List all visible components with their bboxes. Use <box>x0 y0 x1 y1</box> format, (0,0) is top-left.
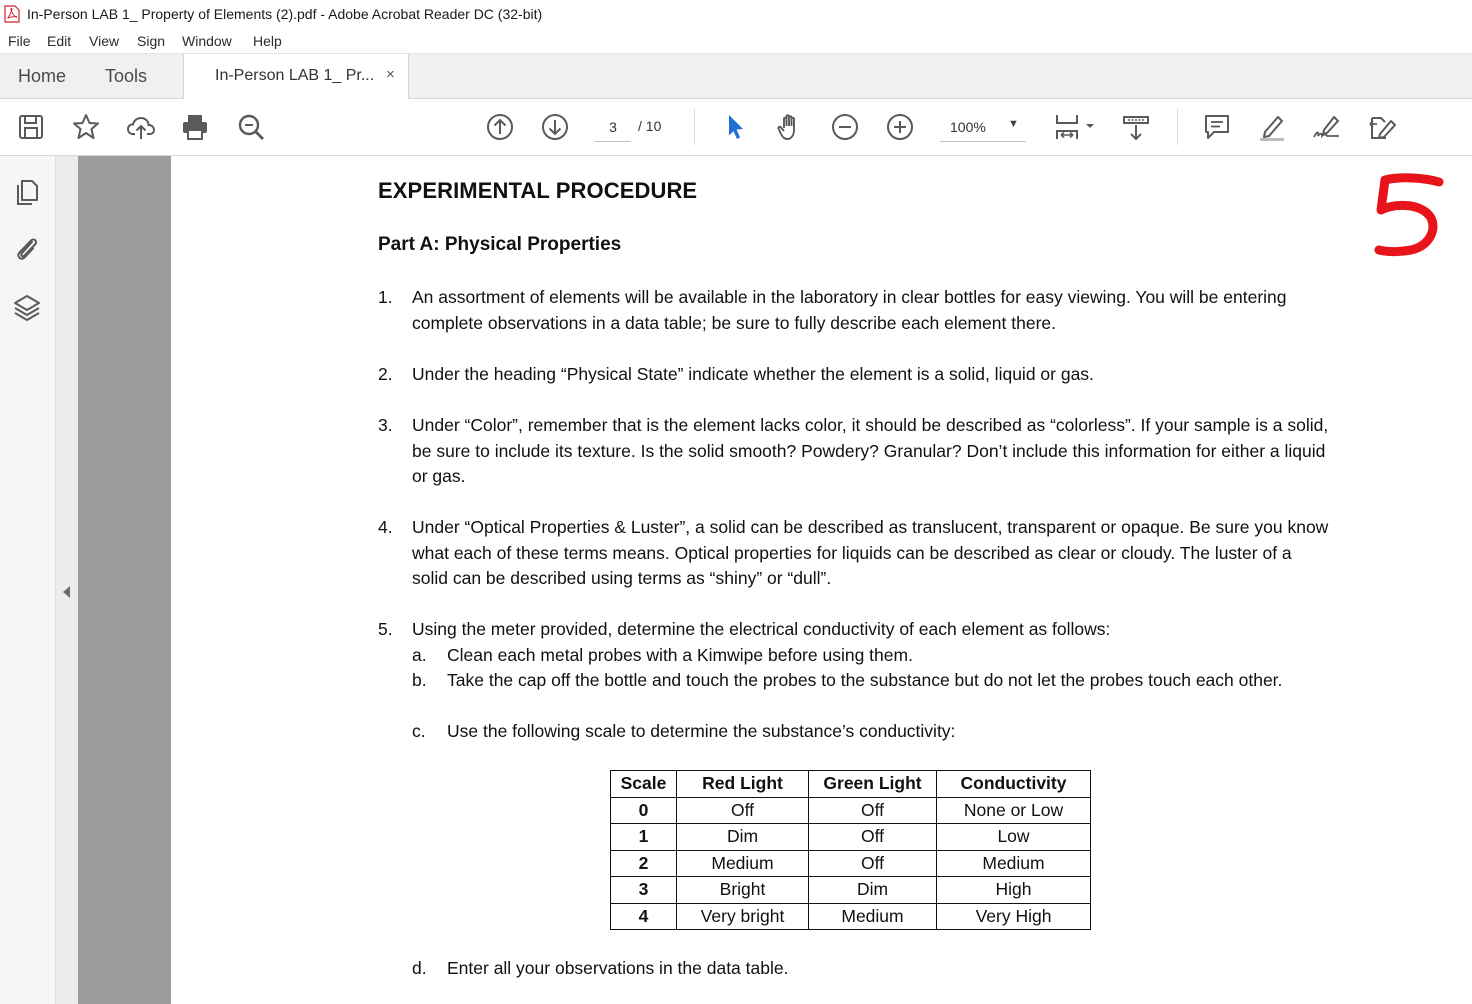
table-row <box>611 850 1091 877</box>
cursor-icon <box>720 112 750 142</box>
edit-document-icon <box>1367 112 1397 142</box>
attachments-button[interactable] <box>11 232 43 264</box>
table-cell: 0 <box>611 797 677 824</box>
pages-icon <box>11 176 43 208</box>
table-cell: 1 <box>611 824 677 851</box>
table-cell: 2 <box>611 850 677 877</box>
table-header: Red Light <box>677 771 809 798</box>
menu-file[interactable]: File <box>8 33 31 49</box>
table-cell: Medium <box>677 850 809 877</box>
zoom-out-button[interactable] <box>829 111 861 143</box>
step-text: An assortment of elements will be available in the laboratory in clear bottles for easy viewing. You will be entering complete observations in a data table; be sure to fully describe each element there. <box>412 287 1287 333</box>
table-cell: Off <box>677 797 809 824</box>
step-number: 3. <box>378 415 393 435</box>
upload-button[interactable] <box>125 111 157 143</box>
hand-icon <box>775 112 805 142</box>
comment-icon <box>1202 112 1232 142</box>
printer-icon <box>180 112 210 142</box>
menu-sign[interactable]: Sign <box>137 33 166 49</box>
step-number: 2. <box>378 364 393 384</box>
zoom-select[interactable] <box>940 112 1026 142</box>
step-number: 4. <box>378 517 393 537</box>
close-tab-button[interactable]: × <box>386 66 395 83</box>
table-row <box>611 797 1091 824</box>
table-row <box>611 903 1091 930</box>
fit-page-icon <box>1053 112 1097 142</box>
scroll-mode-button[interactable] <box>1120 111 1152 143</box>
highlight-button[interactable] <box>1256 111 1288 143</box>
table-row <box>611 824 1091 851</box>
tab-home[interactable]: Home <box>18 66 67 86</box>
previous-page-button[interactable] <box>484 111 516 143</box>
pdf-file-icon <box>4 5 20 23</box>
hand-tool-button[interactable] <box>774 111 806 143</box>
menu-view[interactable]: View <box>89 33 120 49</box>
layers-icon <box>11 292 43 324</box>
page-count: / 10 <box>638 118 662 134</box>
menu-help[interactable]: Help <box>253 33 282 49</box>
toolbar-separator <box>694 109 695 145</box>
page-number-input[interactable]: 3 <box>595 112 631 142</box>
chevron-left-icon <box>63 586 70 598</box>
title-bar <box>0 0 1472 29</box>
edit-pdf-button[interactable] <box>1366 111 1398 143</box>
tab-document[interactable] <box>183 54 409 99</box>
conductivity-scale-table <box>610 770 1091 930</box>
next-page-button[interactable] <box>539 111 571 143</box>
sign-button[interactable] <box>1311 111 1343 143</box>
plus-circle-icon <box>885 112 915 142</box>
star-icon <box>71 112 101 142</box>
menu-bar <box>0 29 1472 54</box>
table-cell: Low <box>937 824 1091 851</box>
substep-letter: a. <box>412 645 427 665</box>
pdf-page <box>171 156 1472 1004</box>
menu-window[interactable]: Window <box>182 33 232 49</box>
document-canvas-background <box>78 156 171 1004</box>
save-button[interactable] <box>15 111 47 143</box>
table-header-row <box>611 771 1091 798</box>
substep-letter: b. <box>412 670 427 690</box>
cloud-upload-icon <box>126 112 156 142</box>
table-row <box>611 877 1091 904</box>
table-cell: High <box>937 877 1091 904</box>
tab-tools[interactable]: Tools <box>105 66 148 86</box>
step-text: Under “Color”, remember that is the element lacks color, it should be described as “colorless”. If your sample is a solid, be sure to include its texture. Is the solid smooth? Powdery? Granular? Don’t include this information for either a liquid or gas. <box>412 415 1329 486</box>
arrow-up-circle-icon <box>485 112 515 142</box>
table-cell: Dim <box>809 877 937 904</box>
page-display-button[interactable] <box>1052 111 1098 143</box>
menu-edit[interactable]: Edit <box>47 33 72 49</box>
step-text: Under the heading “Physical State” indicate whether the element is a solid, liquid or gas. <box>412 364 1094 384</box>
table-header: Conductivity <box>937 771 1091 798</box>
save-icon <box>16 112 46 142</box>
table-cell: Medium <box>937 850 1091 877</box>
zoom-in-button[interactable] <box>884 111 916 143</box>
print-button[interactable] <box>179 111 211 143</box>
document-tab-label: In-Person LAB 1_ Pr... <box>215 67 375 84</box>
minus-circle-icon <box>830 112 860 142</box>
table-header: Green Light <box>809 771 937 798</box>
handwritten-number-annotation <box>1371 166 1451 266</box>
table-cell: Off <box>809 850 937 877</box>
table-cell: 4 <box>611 903 677 930</box>
select-tool-button[interactable] <box>719 111 751 143</box>
window-title: In-Person LAB 1_ Property of Elements (2).pdf - Adobe Acrobat Reader DC (32-bit) <box>27 6 543 22</box>
step-text: Using the meter provided, determine the electrical conductivity of each element as follows: <box>412 619 1111 639</box>
substep-text: Use the following scale to determine the substance’s conductivity: <box>447 721 956 741</box>
toolbar <box>0 99 1472 156</box>
navigation-pane <box>0 156 56 1004</box>
scroll-down-icon <box>1121 112 1151 142</box>
pen-sign-icon <box>1312 112 1342 142</box>
table-cell: Medium <box>809 903 937 930</box>
comment-button[interactable] <box>1201 111 1233 143</box>
zoom-value: 100% <box>950 119 986 135</box>
table-cell: Very bright <box>677 903 809 930</box>
table-cell: Dim <box>677 824 809 851</box>
table-cell: Very High <box>937 903 1091 930</box>
part-heading: Part A: Physical Properties <box>378 234 622 255</box>
table-cell: Off <box>809 797 937 824</box>
layers-button[interactable] <box>11 292 43 324</box>
substep-text: Enter all your observations in the data table. <box>447 958 789 978</box>
pane-collapse-toggle[interactable] <box>56 156 78 1004</box>
table-cell: 3 <box>611 877 677 904</box>
chevron-down-icon: ▼ <box>1008 118 1019 130</box>
page-thumbnails-button[interactable] <box>11 176 43 208</box>
find-button[interactable] <box>235 111 267 143</box>
tab-bar <box>0 54 1472 99</box>
toolbar-separator <box>1177 109 1178 145</box>
highlighter-icon <box>1257 112 1287 142</box>
table-cell: None or Low <box>937 797 1091 824</box>
substep-text: Take the cap off the bottle and touch the probes to the substance but do not let the probes touch each other. <box>447 670 1283 690</box>
paperclip-icon <box>11 232 43 264</box>
arrow-down-circle-icon <box>540 112 570 142</box>
substep-letter: c. <box>412 721 426 741</box>
search-icon <box>236 112 266 142</box>
section-heading: EXPERIMENTAL PROCEDURE <box>378 178 698 203</box>
bookmark-button[interactable] <box>70 111 102 143</box>
step-number: 1. <box>378 287 393 307</box>
substep-letter: d. <box>412 958 427 978</box>
substep-text: Clean each metal probes with a Kimwipe before using them. <box>447 645 913 665</box>
table-header: Scale <box>611 771 677 798</box>
table-cell: Bright <box>677 877 809 904</box>
step-number: 5. <box>378 619 393 639</box>
step-text: Under “Optical Properties & Luster”, a solid can be described as translucent, transparent or opaque. Be sure you know what each of these terms means. Optical properties for liquids can be described as clear or cloudy. The luster of a solid can be described using terms as “shiny” or “dull”. <box>412 517 1329 588</box>
table-cell: Off <box>809 824 937 851</box>
